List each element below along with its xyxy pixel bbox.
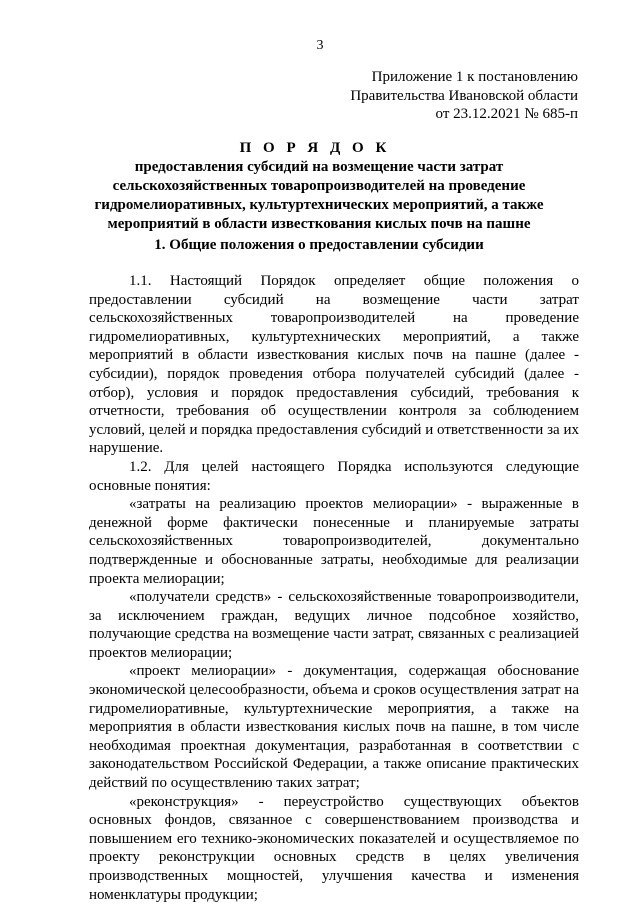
appendix-line-1: Приложение 1 к постановлению [371, 69, 578, 85]
appendix-line-2: Правительства Ивановской области [350, 87, 578, 104]
appendix-note [350, 68, 578, 124]
paragraph: «затраты на реализацию проектов мелиорации» - выраженные в денежной форме фактически понесенные и планируемые затраты сельскохозяйственных товаропроизводителей, документально подтвержденные и обоснованные затраты, необходимые для реализации проекта мелиорации; [89, 496, 579, 587]
document-subtitle: предоставления субсидий на возмещение части затрат сельскохозяйственных товаропроизводителей на проведение гидромелиоративных, культуртехнических мероприятий, а также мероприятий в области известкования кислых почв на пашне [94, 159, 544, 232]
body-text [89, 272, 579, 904]
paragraph: 1.2. Для целей настоящего Порядка используются следующие основные понятия: [89, 458, 579, 494]
paragraph: «реконструкция» - переустройство существующих объектов основных фондов, связанное с совершенствованием производства и повышением его технико-экономических показателей и осуществляемое по проекту реконструкции основных средств в целях увеличения производственных мощностей, улучшения качества и изменения номенклатуры продукции; [89, 793, 579, 903]
paragraph: «получатели средств» - сельскохозяйственные товаропроизводители, за исключением граждан, ведущих личное подсобное хозяйство, получающие средства на возмещение части затрат, связанных с реализацией проектов мелиорации; [89, 589, 579, 661]
paragraph: «проект мелиорации» - документация, содержащая обоснование экономической целесообразности, объема и сроков осуществления затрат на гидромелиоративные, культуртехнические мероприятия, а также на мероприятия в области известкования кислых почв на пашне, в том числе необходимая проектная документация, разработанная в соответствии с законодательством Российской Федерации, а также описание практических действий по осуществлению таких затрат; [89, 663, 579, 792]
section-heading: 1. Общие положения о предоставлении субсидии [154, 237, 484, 253]
page-number: 3 [316, 38, 324, 53]
paragraph: 1.1. Настоящий Порядок определяет общие положения о предоставлении субсидий на возмещение части затрат сельскохозяйственных товаропроизводителей на проведение гидромелиоративных, культуртехнических мероприятий, а также мероприятий в области известкования кислых почв на пашне (далее - субсидии), порядок проведения отбора получателей субсидий (далее - отбор), условия и порядок предоставления субсидий, требования к отчетности, требования об осуществлении контроля за соблюдением условий, целей и порядка предоставления субсидий и ответственности за их нарушение. [89, 273, 579, 457]
appendix-line-3: от 23.12.2021 № 685-п [435, 106, 578, 122]
document-title: П О Р Я Д О К [239, 140, 391, 156]
